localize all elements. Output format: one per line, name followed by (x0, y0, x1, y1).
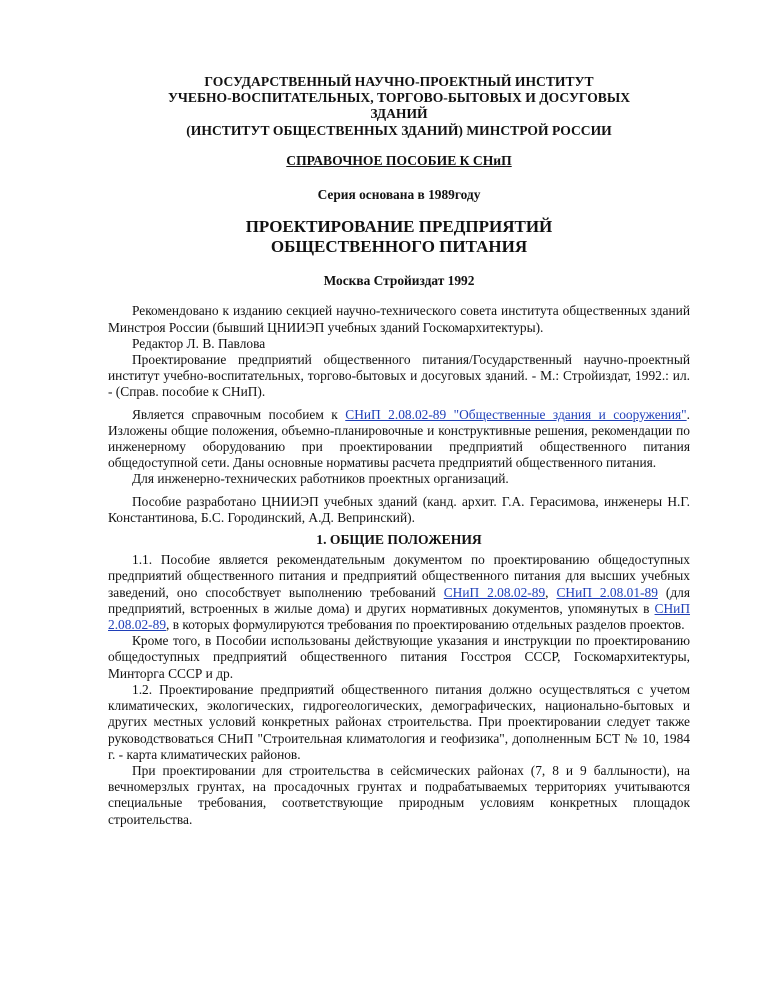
abstract-paragraph (108, 407, 690, 472)
imprint: Москва Стройиздат 1992 (323, 273, 475, 289)
org-line-4: (ИНСТИТУТ ОБЩЕСТВЕННЫХ ЗДАНИЙ) МИНСТРОЙ РОССИИ (186, 122, 612, 138)
section-1-body (108, 552, 690, 827)
p1-sep: , (545, 584, 557, 600)
paragraph-additional-sources: Кроме того, в Пособии использованы действующие указания и инструкции по проектированию общедоступных предприятий общественного питания Госстроя СССР, Госкомархитектуры, Минторга СССР и др. (108, 633, 690, 681)
reference-heading: СПРАВОЧНОЕ ПОСОБИЕ К СНиП (286, 152, 512, 168)
organization-header (108, 74, 690, 139)
recommendation-paragraph: Рекомендовано к изданию секцией научно-технического совета института общественных зданий Минстроя России (бывший ЦНИИЭП учебных зданий Госкомархитектуры). (108, 303, 690, 335)
p1-text-b: (для предприятий, встроенных в жилые дома) и других нормативных документов, упомянутых в (108, 584, 691, 616)
title-line-1: ПРОЕКТИРОВАНИЕ ПРЕДПРИЯТИЙ (245, 217, 553, 237)
section-heading: 1. ОБЩИЕ ПОЛОЖЕНИЯ (316, 532, 482, 548)
snip-link-1[interactable]: СНиП 2.08.02-89 (443, 584, 546, 600)
audience-paragraph: Для инженерно-технических работников проектных организаций. (132, 471, 509, 487)
org-line-1: ГОСУДАРСТВЕННЫЙ НАУЧНО-ПРОЕКТНЫЙ ИНСТИТУТ (204, 74, 594, 89)
editor-line: Редактор Л. В. Павлова (132, 335, 266, 351)
intro-block (108, 303, 690, 526)
paragraph-1-1 (108, 552, 690, 633)
snip-2-08-02-89-link[interactable]: СНиП 2.08.02-89 "Общественные здания и сооружения" (345, 406, 687, 422)
paragraph-seismic: При проектировании для строительства в сейсмических районах (7, 8 и 9 баллыности), на вечномерзлых грунтах, на просадочных грунтах и подрабатываемых территориях учитываются специальные требования, соответствующие природным условиям конкретных площадок строительства. (108, 762, 690, 827)
abstract-text-post: . Изложены общие положения, объемно-планировочные и конструктивные решения, рекомендации по инженерному оборудованию при проектировании предприятий общественного питания общедоступной сети. Даны основные нормативы расчета предприятий общественного питания. (108, 406, 690, 471)
paragraph-1-2: 1.2. Проектирование предприятий общественного питания должно осуществляться с учетом климатических, экологических, гидрогеологических, демографических, национально-бытовых и других местных условий конкретных районах строительства. При проектировании следует также руководствоваться СНиП "Строительная климатология и геофизика", дополненным БСТ № 10, 1984 г. - карта климатических районов. (108, 681, 690, 762)
title-line-2: ОБЩЕСТВЕННОГО ПИТАНИЯ (270, 237, 528, 257)
authors-paragraph: Пособие разработано ЦНИИЭП учебных зданий (канд. архит. Г.А. Герасимова, инженеры Н.Г. Константинова, Б.С. Городинский, А.Д. Вепринский). (108, 493, 690, 525)
org-line-2: УЧЕБНО-ВОСПИТАТЕЛЬНЫХ, ТОРГОВО-БЫТОВЫХ И ДОСУГОВЫХ (167, 90, 631, 106)
snip-link-3[interactable]: СНиП 2.08.02-89 (108, 600, 690, 633)
abstract-text-pre: Является справочным пособием к (132, 406, 346, 422)
org-line-3: ЗДАНИЙ (370, 106, 428, 122)
p1-text-a: 1.1. Пособие является рекомендательным документом по проектированию общедоступных предприятий общественного питания и предприятий общественного питания для высших учебных заведений, оно способствует выполнению требований (108, 552, 690, 600)
bibliography-paragraph: Проектирование предприятий общественного питания/Государственный научно-проектный институт учебно-воспитательных, торгово-бытовых и досуговых зданий. - М.: Стройиздат, 1992.: ил. - (Справ. пособие к СНиП). (108, 352, 690, 400)
p1-text-c: , в которых формулируются требования по проектированию отдельных разделов проектов. (166, 617, 685, 633)
snip-link-2[interactable]: СНиП 2.08.01-89 (556, 584, 658, 600)
document-title (108, 217, 690, 257)
series-note: Серия основана в 1989году (317, 187, 481, 203)
